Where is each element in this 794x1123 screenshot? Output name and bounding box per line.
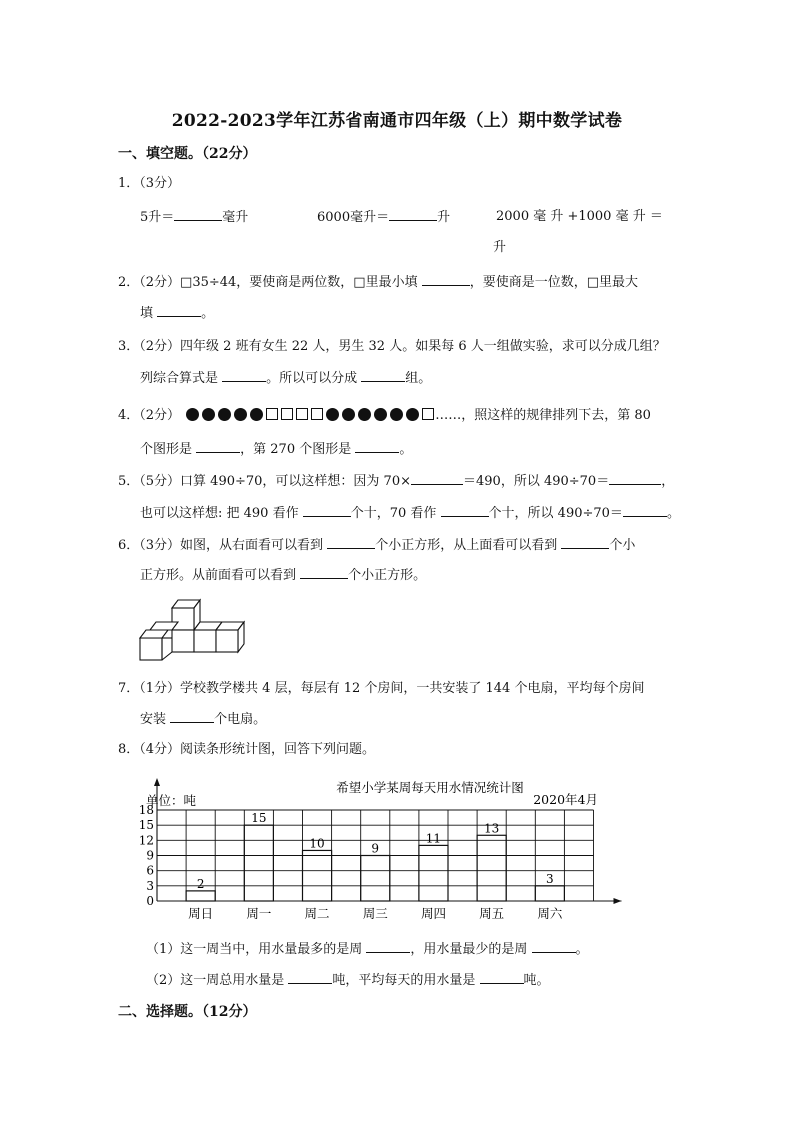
chart-date: 2020年4月 bbox=[533, 792, 598, 807]
square-shape bbox=[422, 408, 434, 420]
bar bbox=[535, 886, 564, 901]
q2-blank1[interactable] bbox=[422, 272, 470, 286]
q5-text3: ， bbox=[661, 474, 675, 489]
chart-bars bbox=[186, 811, 564, 901]
q8-sub2 bbox=[146, 970, 550, 991]
y-axis-arrow bbox=[154, 778, 160, 786]
dot-shape bbox=[374, 408, 387, 421]
q3-text2: 列综合算式是 bbox=[140, 371, 223, 386]
q4-line2 bbox=[140, 439, 412, 460]
q2-text3: 填 bbox=[140, 306, 158, 321]
q1-head: 1．（3分） bbox=[118, 176, 181, 191]
q7-text2: 安装 bbox=[140, 712, 171, 727]
x-tick-label: 周一 bbox=[246, 906, 272, 921]
dot-shape bbox=[234, 408, 247, 421]
bar bbox=[419, 845, 448, 901]
dot-shape bbox=[218, 408, 231, 421]
dot-shape bbox=[202, 408, 215, 421]
bar-value-label: 2 bbox=[196, 876, 205, 891]
q4-text3: ，第 270 个图形是 bbox=[240, 442, 356, 457]
y-tick-label: 15 bbox=[138, 818, 154, 833]
chart-title: 希望小学某周每天用水情况统计图 bbox=[336, 780, 524, 795]
section-fill-in-title: 一、填空题。（22分） bbox=[118, 146, 257, 162]
q1-b-post: 升 bbox=[437, 210, 451, 225]
bar-value-label: 3 bbox=[546, 871, 554, 886]
q8-sub1-text1: （1）这一周当中，用水量最多的是周 bbox=[146, 942, 367, 957]
page-title: 2022-2023学年江苏省南通市四年级（上）期中数学试卷 bbox=[171, 111, 623, 131]
x-tick-label: 周五 bbox=[479, 906, 505, 921]
q6-text1: 6．（3分）如图，从右面看可以看到 bbox=[118, 538, 328, 553]
q5-line2 bbox=[140, 503, 680, 524]
q2-text4: 。 bbox=[201, 306, 215, 321]
bar-value-label: 9 bbox=[371, 841, 380, 856]
q8-blank3[interactable] bbox=[288, 970, 332, 984]
square-shape bbox=[266, 408, 278, 420]
q1-b-blank[interactable] bbox=[389, 207, 437, 221]
x-tick-label: 周日 bbox=[188, 906, 214, 921]
q6-blank3[interactable] bbox=[300, 565, 348, 579]
q6-line1 bbox=[118, 535, 635, 556]
q2-blank2[interactable] bbox=[157, 303, 201, 317]
q1-part-b bbox=[317, 207, 450, 228]
bar-value-label: 15 bbox=[251, 811, 267, 826]
q8-sub2-text2: 吨，平均每天的用水量是 bbox=[332, 973, 480, 988]
dot-shape bbox=[406, 408, 419, 421]
q3-line2 bbox=[140, 368, 431, 389]
q3-text3: 。所以可以分成 bbox=[266, 371, 362, 386]
q8-sub1-text3: 。 bbox=[575, 942, 589, 957]
q8-line1: 8．（4分）阅读条形统计图，回答下列问题。 bbox=[118, 742, 376, 757]
dot-shape bbox=[186, 408, 199, 421]
q5-text4: 也可以这样想: 把 490 看作 bbox=[140, 506, 303, 521]
q8-sub1-text2: ，用水量最少的是周 bbox=[410, 942, 532, 957]
dot-shape bbox=[358, 408, 371, 421]
square-shape bbox=[296, 408, 308, 420]
y-tick-label: 6 bbox=[146, 863, 154, 878]
bar-value-label: 11 bbox=[425, 831, 442, 846]
q1-part-c-tail: 升 bbox=[493, 240, 507, 255]
q5-text1: 5．（5分）口算 490÷70，可以这样想：因为 70× bbox=[118, 474, 411, 489]
q7-line1: 7．（1分）学校教学楼共 4 层，每层有 12 个房间，一共安装了 144 个电扇，平均每个房间 bbox=[118, 681, 645, 696]
q5-blank2[interactable] bbox=[609, 471, 661, 485]
bar bbox=[186, 891, 215, 901]
q8-blank1[interactable] bbox=[366, 939, 410, 953]
q1-part-c: 2000 毫 升 +1000 毫 升 ＝ bbox=[496, 209, 663, 224]
section-choice-title: 二、选择题。（12分） bbox=[118, 1004, 257, 1020]
q4-head: 4．（2分） bbox=[118, 408, 181, 423]
q2-text1: 2．（2分）□35÷44，要使商是两位数，□里最小填 bbox=[118, 275, 422, 290]
bar bbox=[361, 856, 390, 902]
y-tick-label: 12 bbox=[138, 833, 154, 848]
square-shape bbox=[311, 408, 323, 420]
q4-shape-sequence bbox=[184, 408, 435, 423]
q1-part-a bbox=[140, 207, 248, 228]
q8-sub1 bbox=[146, 939, 589, 960]
water-usage-bar-chart bbox=[130, 772, 640, 922]
q2-line1 bbox=[118, 272, 638, 293]
q4-text4: 。 bbox=[399, 442, 413, 457]
y-tick-label: 0 bbox=[146, 894, 154, 908]
x-tick-label: 周六 bbox=[537, 906, 563, 921]
x-tick-label: 周四 bbox=[420, 906, 446, 921]
cube-figure bbox=[136, 596, 254, 666]
dot-shape bbox=[342, 408, 355, 421]
bar bbox=[303, 850, 332, 901]
q7-text3: 个电扇。 bbox=[214, 712, 267, 727]
q5-text2: ＝490，所以 490÷70＝ bbox=[463, 474, 610, 489]
q4-blank2[interactable] bbox=[355, 439, 399, 453]
q8-sub2-text1: （2）这一周总用水量是 bbox=[146, 973, 289, 988]
q5-blank1[interactable] bbox=[411, 471, 463, 485]
q5-text6: 个十，所以 490÷70＝ bbox=[488, 506, 623, 521]
x-axis-arrow bbox=[614, 898, 622, 904]
q4-blank1[interactable] bbox=[196, 439, 240, 453]
q8-sub2-text3: 吨。 bbox=[523, 973, 550, 988]
q1-b-pre: 6000毫升＝ bbox=[317, 210, 390, 225]
q5-text7: 。 bbox=[666, 506, 680, 521]
q5-blank4[interactable] bbox=[441, 503, 489, 517]
q8-blank4[interactable] bbox=[480, 970, 524, 984]
q5-text5: 个十，70 看作 bbox=[350, 506, 441, 521]
q3-blank1[interactable] bbox=[222, 368, 266, 382]
q1-a-pre: 5升＝ bbox=[140, 210, 175, 225]
q7-blank1[interactable] bbox=[170, 709, 214, 723]
q4-text2: 个图形是 bbox=[140, 442, 197, 457]
dot-shape bbox=[326, 408, 339, 421]
q5-blank3[interactable] bbox=[303, 503, 351, 517]
bar bbox=[244, 825, 273, 901]
q4-ellipsis: …… bbox=[435, 408, 462, 423]
q3-line1: 3．（2分）四年级 2 班有女生 22 人，男生 32 人。如果每 6 人一组做实验，求可以分成几组？ bbox=[118, 339, 666, 354]
x-tick-label: 周二 bbox=[304, 906, 330, 921]
chart-unit-label: 单位：吨 bbox=[146, 793, 197, 808]
q1-a-post: 毫升 bbox=[222, 210, 249, 225]
q8-blank2[interactable] bbox=[532, 939, 576, 953]
dot-shape bbox=[390, 408, 403, 421]
bar bbox=[477, 835, 506, 901]
q3-text4: 组。 bbox=[405, 371, 432, 386]
bar-value-label: 10 bbox=[309, 836, 325, 851]
q5-line1 bbox=[118, 471, 674, 492]
q2-text2: ，要使商是一位数，□里最大 bbox=[469, 275, 639, 290]
q6-text2: 个小正方形，从上面看可以看到 bbox=[375, 538, 562, 553]
q4-text1: ，照这样的规律排列下去，第 80 bbox=[461, 408, 651, 423]
q6-text5: 个小正方形。 bbox=[348, 568, 427, 583]
q2-line2 bbox=[140, 303, 214, 324]
x-tick-label: 周三 bbox=[362, 906, 388, 921]
q7-line2 bbox=[140, 709, 266, 730]
bar-value-label: 13 bbox=[484, 821, 500, 836]
y-tick-label: 18 bbox=[138, 803, 154, 817]
q5-blank5[interactable] bbox=[623, 503, 667, 517]
q4-line1 bbox=[118, 406, 651, 426]
q1-a-blank[interactable] bbox=[174, 207, 222, 221]
y-tick-label: 9 bbox=[146, 848, 154, 863]
dot-shape bbox=[250, 408, 263, 421]
q6-text3: 个小 bbox=[609, 538, 636, 553]
q3-blank2[interactable] bbox=[361, 368, 405, 382]
q6-text4: 正方形。从前面看可以看到 bbox=[140, 568, 301, 583]
square-shape bbox=[281, 408, 293, 420]
q6-blank1[interactable] bbox=[327, 535, 375, 549]
q6-line2 bbox=[140, 565, 426, 586]
q6-blank2[interactable] bbox=[561, 535, 609, 549]
y-tick-label: 3 bbox=[146, 878, 154, 893]
